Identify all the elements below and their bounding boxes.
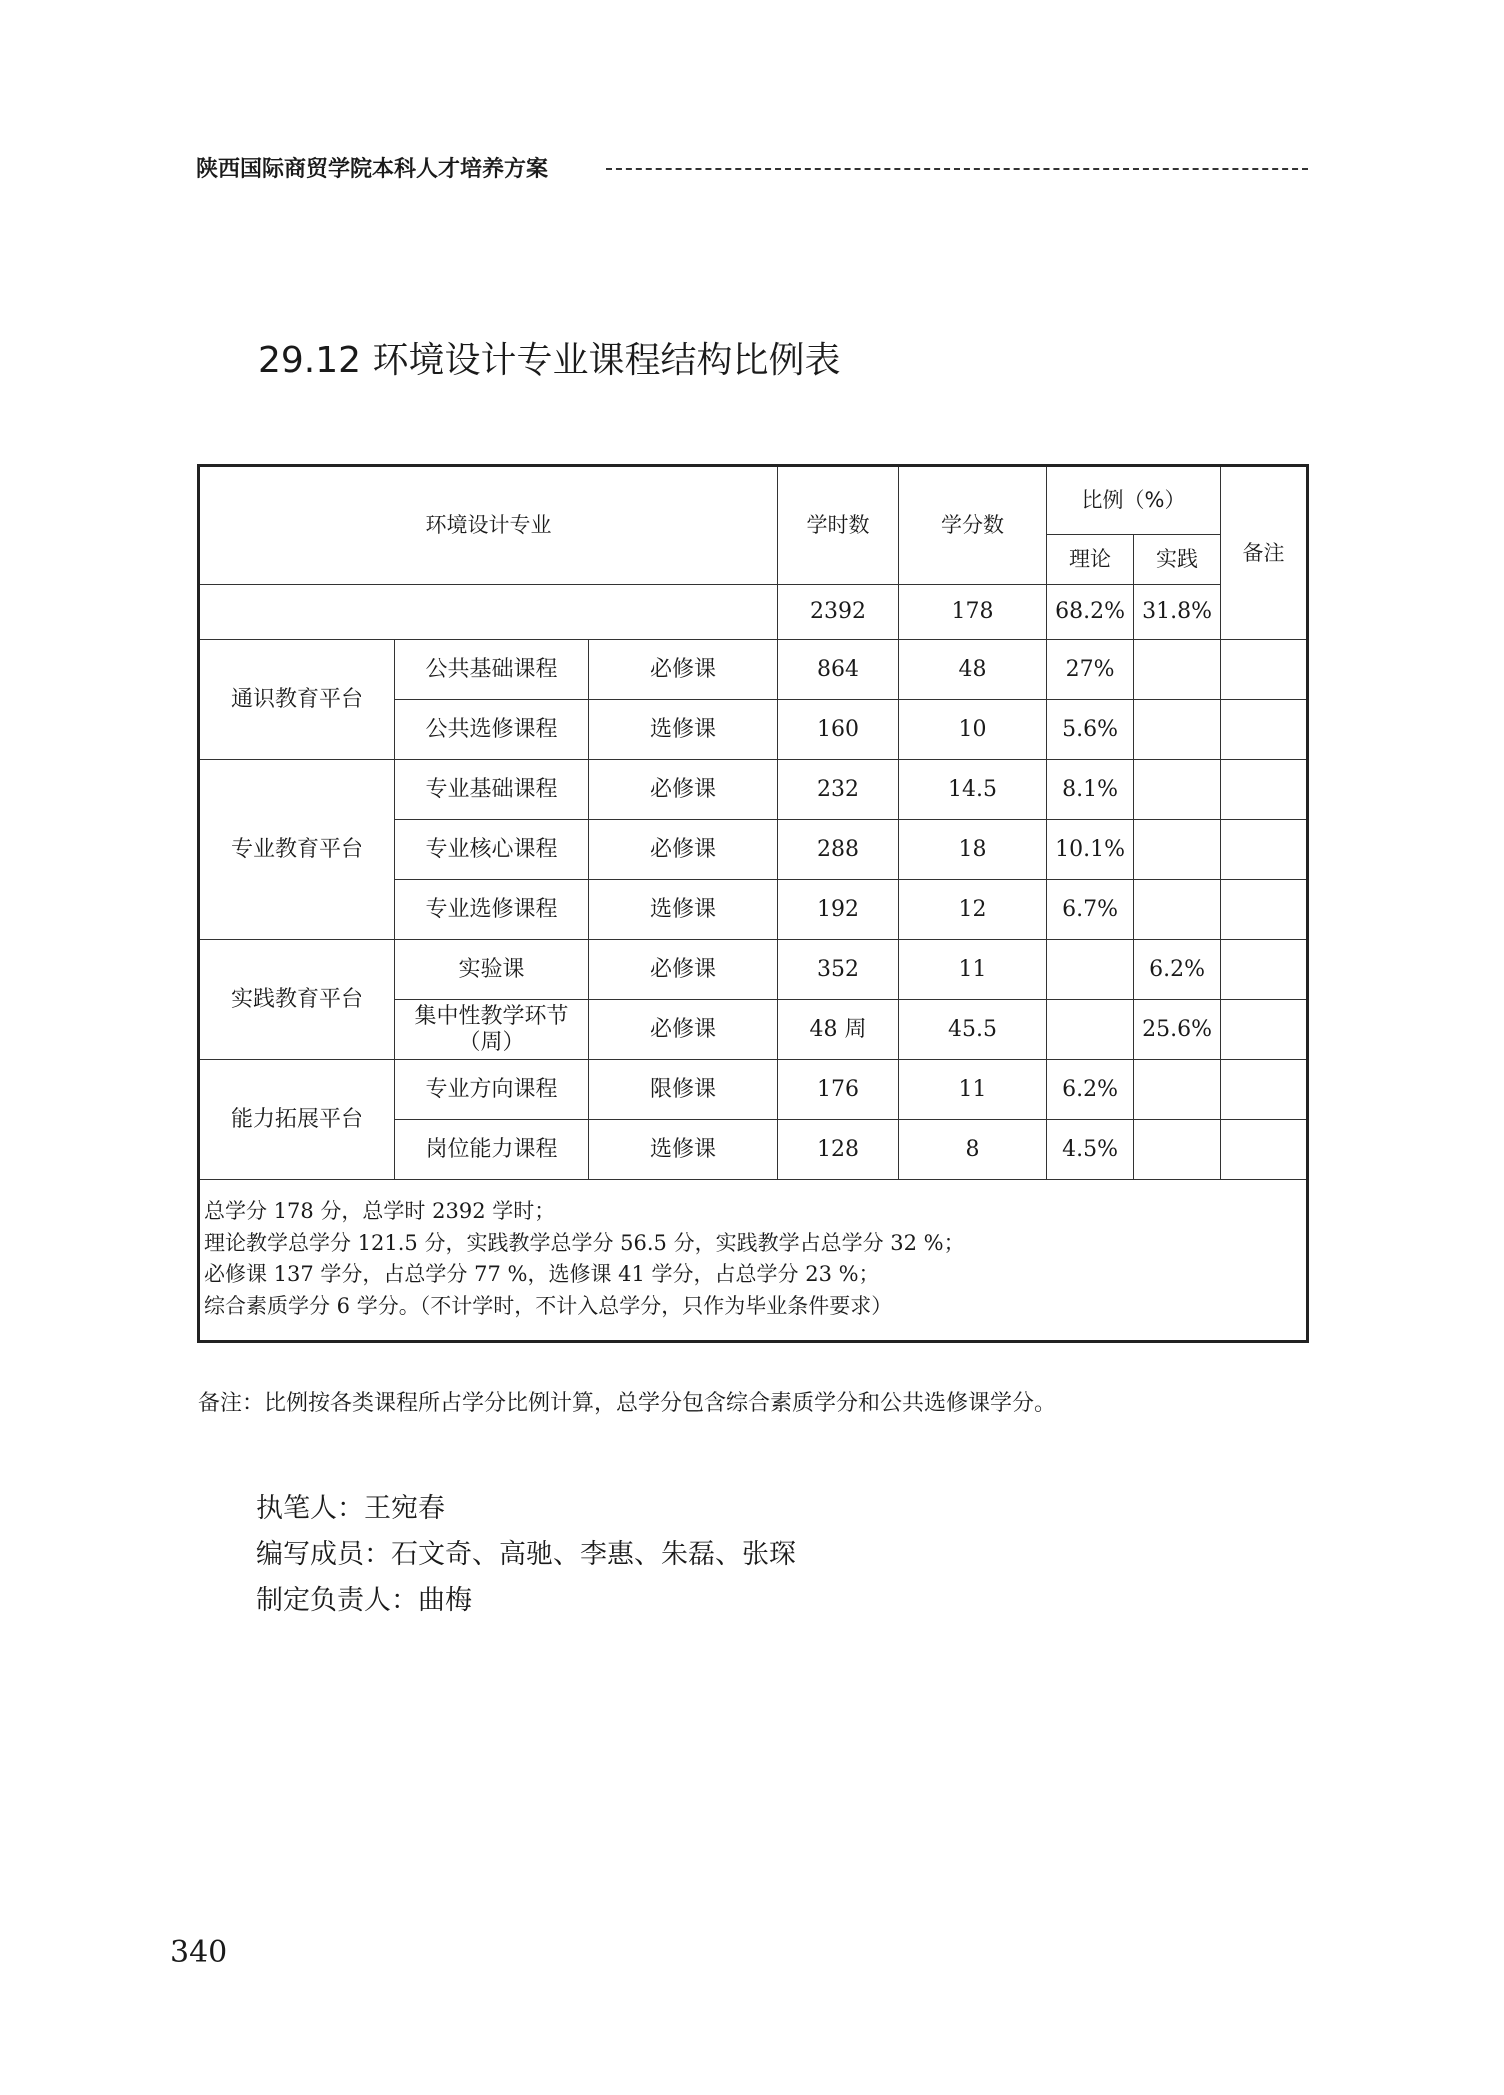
platform-name: 通识教育平台	[199, 640, 395, 760]
table-note: 备注：比例按各类课程所占学分比例计算，总学分包含综合素质学分和公共选修课学分。	[198, 1391, 1057, 1416]
hours-value: 288	[778, 820, 899, 880]
course-category	[395, 1060, 589, 1120]
remark-cell	[1221, 1000, 1308, 1060]
course-type: 必修课	[589, 820, 778, 880]
course-category-sub: （周）	[458, 1029, 525, 1055]
course-type: 选修课	[589, 700, 778, 760]
hours-value: 128	[778, 1120, 899, 1180]
course-category-label: 集中性教学环节	[414, 1004, 569, 1030]
hours-value: 176	[778, 1060, 899, 1120]
table-row	[199, 940, 1308, 1000]
credits-value: 11	[899, 1060, 1047, 1120]
summary-line: 综合素质学分 6 学分。（不计学时，不计入总学分，只作为毕业条件要求）	[204, 1293, 893, 1318]
total-theory: 68.2%	[1047, 585, 1134, 640]
page-header	[196, 152, 1308, 186]
theory-ratio	[1047, 940, 1134, 1000]
course-category-label: 岗位能力课程	[425, 1136, 558, 1162]
summary-row	[199, 1180, 1308, 1342]
hours-value: 160	[778, 700, 899, 760]
hours-value: 48 周	[778, 1000, 899, 1060]
col-remark-header: 备注	[1221, 466, 1308, 640]
course-category-label: 专业核心课程	[425, 836, 558, 862]
course-type: 必修课	[589, 760, 778, 820]
remark-cell	[1221, 760, 1308, 820]
course-category	[395, 940, 589, 1000]
practice-ratio: 25.6%	[1134, 1000, 1221, 1060]
practice-ratio	[1134, 700, 1221, 760]
table-row	[199, 760, 1308, 820]
col-ratio-header: 比例（%）	[1047, 466, 1221, 535]
course-type: 限修课	[589, 1060, 778, 1120]
total-practice: 31.8%	[1134, 585, 1221, 640]
course-category	[395, 640, 589, 700]
remark-cell	[1221, 820, 1308, 880]
course-category	[395, 880, 589, 940]
course-structure-table	[197, 464, 1309, 1343]
theory-ratio: 5.6%	[1047, 700, 1134, 760]
col-credits-header: 学分数	[899, 466, 1047, 585]
summary-cell	[199, 1180, 1308, 1342]
credits-value: 18	[899, 820, 1047, 880]
hours-value: 192	[778, 880, 899, 940]
course-category	[395, 700, 589, 760]
remark-cell	[1221, 1060, 1308, 1120]
theory-ratio: 10.1%	[1047, 820, 1134, 880]
theory-ratio	[1047, 1000, 1134, 1060]
theory-ratio: 6.7%	[1047, 880, 1134, 940]
course-category-label: 专业基础课程	[425, 776, 558, 802]
credits-block	[256, 1486, 796, 1624]
credits-value: 48	[899, 640, 1047, 700]
practice-ratio	[1134, 760, 1221, 820]
total-hours: 2392	[778, 585, 899, 640]
course-type: 选修课	[589, 880, 778, 940]
document-title: 29.12 环境设计专业课程结构比例表	[258, 340, 841, 381]
col-practice-header: 实践	[1134, 535, 1221, 585]
theory-ratio: 6.2%	[1047, 1060, 1134, 1120]
course-type: 必修课	[589, 1000, 778, 1060]
platform-name: 专业教育平台	[199, 760, 395, 940]
course-type: 选修课	[589, 1120, 778, 1180]
page-number: 340	[170, 1935, 228, 1970]
summary-line: 必修课 137 学分，占总学分 77 %，选修课 41 学分，占总学分 23 %；	[204, 1262, 880, 1286]
header-title: 陕西国际商贸学院本科人才培养方案	[196, 156, 549, 182]
hours-value: 232	[778, 760, 899, 820]
course-category	[395, 820, 589, 880]
col-theory-header: 理论	[1047, 535, 1134, 585]
course-category-label: 公共基础课程	[425, 656, 558, 682]
course-category	[395, 1000, 589, 1060]
col-hours-header: 学时数	[778, 466, 899, 585]
table-row	[199, 640, 1308, 700]
credits-value: 14.5	[899, 760, 1047, 820]
theory-ratio: 8.1%	[1047, 760, 1134, 820]
credits-value: 8	[899, 1120, 1047, 1180]
platform-name: 能力拓展平台	[199, 1060, 395, 1180]
practice-ratio	[1134, 1120, 1221, 1180]
members-line: 编写成员：石文奇、高驰、李惠、朱磊、张琛	[256, 1539, 796, 1570]
table-row	[199, 1060, 1308, 1120]
practice-ratio	[1134, 1060, 1221, 1120]
practice-ratio	[1134, 640, 1221, 700]
course-category-label: 专业选修课程	[425, 896, 558, 922]
credits-value: 12	[899, 880, 1047, 940]
remark-cell	[1221, 1120, 1308, 1180]
header-dashed-rule	[606, 168, 1308, 170]
summary-line: 总学分 178 分，总学时 2392 学时；	[204, 1199, 556, 1223]
remark-cell	[1221, 700, 1308, 760]
hours-value: 864	[778, 640, 899, 700]
hours-value: 352	[778, 940, 899, 1000]
theory-ratio: 4.5%	[1047, 1120, 1134, 1180]
practice-ratio	[1134, 820, 1221, 880]
practice-ratio	[1134, 880, 1221, 940]
theory-ratio: 27%	[1047, 640, 1134, 700]
practice-ratio: 6.2%	[1134, 940, 1221, 1000]
writer-line: 执笔人：王宛春	[256, 1493, 445, 1524]
total-credits: 178	[899, 585, 1047, 640]
owner-line: 制定负责人：曲梅	[256, 1585, 472, 1616]
course-category-label: 公共选修课程	[425, 716, 558, 742]
credits-value: 10	[899, 700, 1047, 760]
remark-cell	[1221, 880, 1308, 940]
total-label-blank	[199, 585, 778, 640]
course-type: 必修课	[589, 940, 778, 1000]
course-category	[395, 760, 589, 820]
remark-cell	[1221, 640, 1308, 700]
course-category	[395, 1120, 589, 1180]
credits-value: 45.5	[899, 1000, 1047, 1060]
summary-line: 理论教学总学分 121.5 分，实践教学总学分 56.5 分，实践教学占总学分 32 %；	[204, 1230, 965, 1255]
credits-value: 11	[899, 940, 1047, 1000]
course-category-label: 实验课	[458, 956, 525, 982]
course-category-label: 专业方向课程	[425, 1076, 558, 1102]
platform-name: 实践教育平台	[199, 940, 395, 1060]
remark-cell	[1221, 940, 1308, 1000]
major-label: 环境设计专业	[199, 466, 778, 585]
course-type: 必修课	[589, 640, 778, 700]
